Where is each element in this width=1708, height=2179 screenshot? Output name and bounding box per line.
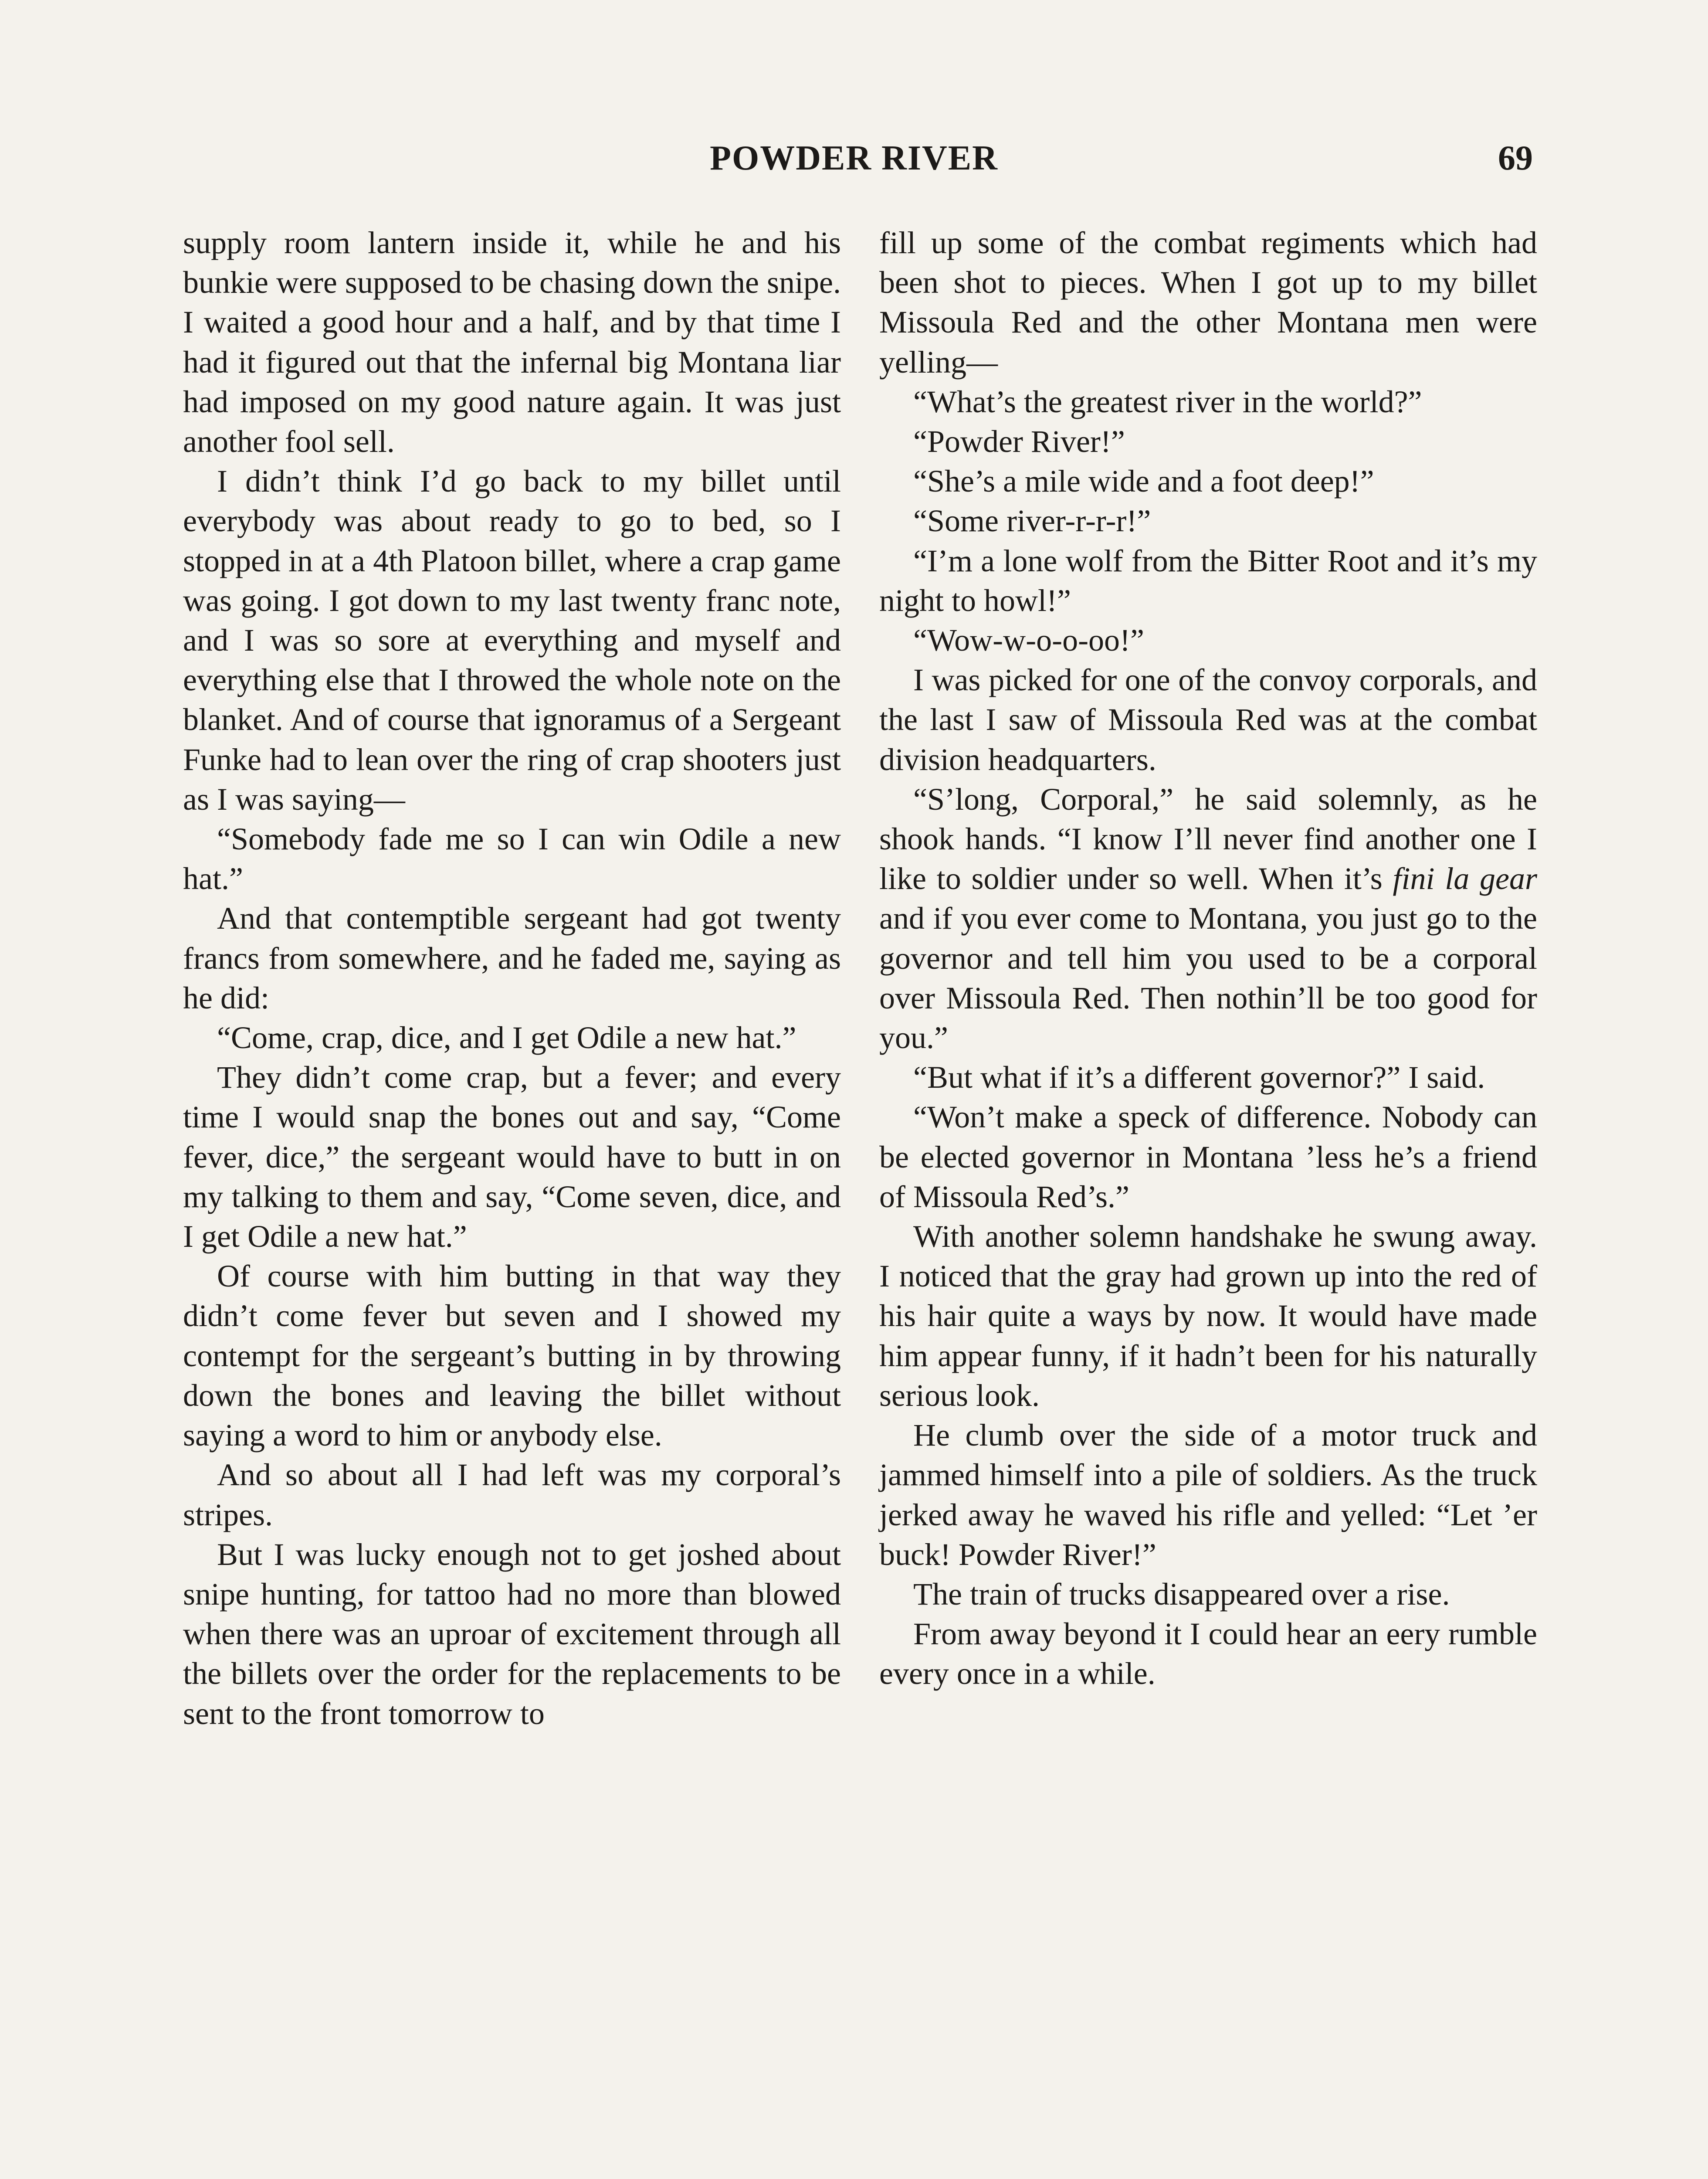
paragraph: And so about all I had left was my corporal’s stripes. [183, 1457, 841, 1532]
paragraph-text: “S’long, Corporal,” he said solemnly, as he shook hands. “I know I’ll never find another one I like to soldier under so well. When it’s [879, 781, 1537, 896]
paragraph: “Powder River!” [913, 424, 1125, 459]
paragraph: “Somebody fade me so I can win Odile a new hat.” [183, 821, 841, 896]
paragraph: Of course with him butting in that way they didn’t come fever but seven and I showed my contempt for the sergeant’s butting in by throwing down the bones and leaving the billet without saying a word to him or anybody else. [183, 1259, 841, 1453]
paragraph: With another solemn handshake he swung away. I noticed that the gray had grown up into the red of his hair quite a ways by now. It would have made him appear funny, if it hadn’t been for his naturally serious look. [879, 1219, 1537, 1413]
paragraph: “What’s the greatest river in the world?” [913, 384, 1422, 419]
paragraph: The train of trucks disappeared over a rise. [913, 1576, 1450, 1612]
paragraph [879, 780, 1537, 1058]
paragraph: I didn’t think I’d go back to my billet until everybody was about ready to go to bed, so I stopped in at a 4th Platoon billet, where a crap game was going. I got down to my last twenty franc note, and I was so sore at everything and myself and everything else that I throwed the whole note on the blanket. And of course that ignoramus of a Sergeant Funke had to lean over the ring of crap shooters just as I was saying— [183, 464, 841, 817]
page-number: 69 [1498, 139, 1533, 177]
paragraph: supply room lantern inside it, while he and his bunkie were supposed to be chasing down the snipe. I waited a good hour and a half, and by that time I had it figured out that the infernal big Montana liar had imposed on my good nature again. It was just another fool sell. [183, 225, 841, 459]
paragraph: “Come, crap, dice, and I get Odile a new hat.” [217, 1020, 796, 1056]
paragraph: “Some river-r-r-r!” [913, 503, 1151, 539]
running-title: POWDER RIVER [710, 139, 998, 177]
paragraph: “Wow-w-o-o-oo!” [913, 623, 1144, 658]
running-head [0, 139, 1708, 178]
paragraph: And that contemptible sergeant had got twenty francs from somewhere, and he faded me, saying as he did: [183, 901, 841, 1015]
paragraph-text: and if you ever come to Montana, you just go to the governor and tell him you used to be a corporal over Missoula Red. Then nothin’ll be too good for you.” [879, 901, 1537, 1056]
paragraph: “She’s a mile wide and a foot deep!” [913, 464, 1374, 499]
right-column [879, 223, 1537, 1694]
left-column [183, 223, 841, 1734]
paragraph: “But what if it’s a different governor?” I said. [913, 1060, 1485, 1095]
paragraph: From away beyond it I could hear an eery rumble every once in a while. [879, 1616, 1537, 1691]
italic-phrase: fini la gear [1393, 861, 1537, 896]
paragraph: He clumb over the side of a motor truck and jammed himself into a pile of soldiers. As the truck jerked away he waved his rifle and yelled: “Let ’er buck! Powder River!” [879, 1418, 1537, 1572]
paragraph: “Won’t make a speck of difference. Nobody can be elected governor in Montana ’less he’s a friend of Missoula Red’s.” [879, 1100, 1537, 1214]
paragraph: “I’m a lone wolf from the Bitter Root and it’s my night to howl!” [879, 543, 1537, 618]
paragraph: fill up some of the combat regiments which had been shot to pieces. When I got up to my billet Missoula Red and the other Montana men were yelling— [879, 225, 1537, 380]
paragraph: I was picked for one of the convoy corporals, and the last I saw of Missoula Red was at the combat division headquarters. [879, 662, 1537, 777]
paragraph: They didn’t come crap, but a fever; and every time I would snap the bones out and say, “Come fever, dice,” the sergeant would have to butt in on my talking to them and say, “Come seven, dice, and I get Odile a new hat.” [183, 1060, 841, 1254]
paragraph: But I was lucky enough not to get joshed about snipe hunting, for tattoo had no more than blowed when there was an uproar of excitement through all the billets over the order for the replacements to be sent to the front tomorrow to [183, 1537, 841, 1731]
